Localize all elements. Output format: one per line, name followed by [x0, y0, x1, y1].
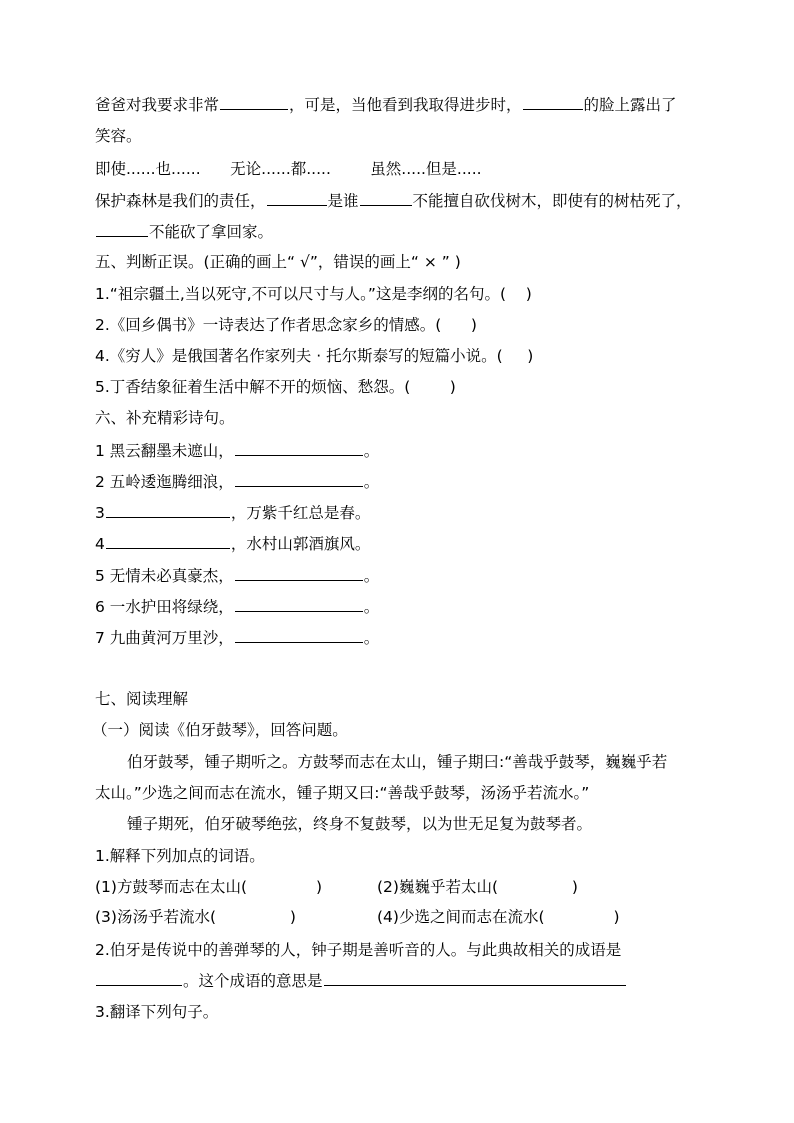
answer-blank[interactable]	[324, 970, 626, 986]
text: 是谁	[327, 192, 359, 210]
answer-blank[interactable]	[235, 627, 363, 643]
reading-subtitle: （一）阅读《伯牙鼓琴》，回答问题。	[92, 721, 348, 739]
answer-blank[interactable]	[523, 94, 583, 110]
section-6-title: 六、补充精彩诗句。	[95, 409, 235, 427]
answer-blank[interactable]	[267, 190, 327, 206]
fill-sentence-2-cont	[95, 221, 273, 241]
section-5-title: 五、判断正误。(正确的画上“ √”，错误的画上“ × ” )	[95, 253, 461, 271]
question-3: 3.翻译下列句子。	[95, 1003, 219, 1021]
answer-blank[interactable]	[235, 565, 363, 581]
answer-blank[interactable]	[106, 502, 230, 518]
passage-line-1: 伯牙鼓琴，锺子期听之。方鼓琴而志在太山，锺子期曰:“善哉乎鼓琴，巍巍乎若	[127, 753, 668, 771]
text: 爸爸对我要求非常	[95, 96, 220, 114]
text: 不能砍了拿回家。	[149, 223, 274, 241]
answer-blank[interactable]	[235, 596, 363, 612]
judge-item-2: 2.《回乡偶书》一诗表达了作者思念家乡的情感。( )	[95, 316, 477, 334]
answer-blank[interactable]	[106, 533, 230, 549]
answer-blank[interactable]	[220, 94, 288, 110]
text: 。	[363, 629, 380, 647]
text: 。	[363, 442, 380, 460]
fill-sentence-2	[95, 190, 692, 210]
text: 。这个成语的意思是	[183, 972, 323, 990]
text: 4	[95, 535, 105, 553]
text: 。	[363, 567, 380, 585]
text: 5 无情未必真豪杰，	[95, 567, 234, 585]
question-1b: (2)巍巍乎若太山( )	[377, 878, 578, 896]
text: 保护森林是我们的责任，	[95, 192, 266, 210]
passage-line-2: 太山。”少选之间而志在流水，锺子期又曰:“善哉乎鼓琴，汤汤乎若流水。”	[95, 784, 590, 802]
text: 不能擅自砍伐树木，即使有的树枯死了，	[412, 192, 692, 210]
poem-item-4	[95, 533, 370, 553]
question-1a: (1)方鼓琴而志在太山( )	[95, 878, 323, 896]
text: 7 九曲黄河万里沙，	[95, 629, 234, 647]
text: 的脸上露出了	[583, 96, 677, 114]
poem-item-1	[95, 440, 379, 460]
text: 。	[363, 473, 380, 491]
text: ，可是，当他看到我取得进步时，	[289, 96, 522, 114]
judge-item-5: 5.丁香结象征着生活中解不开的烦恼、愁怨。( )	[95, 378, 456, 396]
judge-item-1: 1.“祖宗疆土,当以死守,不可以尺寸与人。”这是李纲的名句。( )	[95, 285, 532, 303]
poem-item-7	[95, 627, 379, 647]
answer-blank[interactable]	[235, 440, 363, 456]
conjunction-options: 即使......也...... 无论......都..... 虽然.....但是.....	[95, 160, 482, 178]
fill-sentence-1-cont: 笑容。	[95, 127, 142, 145]
text: 6 一水护田将绿绕，	[95, 598, 234, 616]
question-1d: (4)少选之间而志在流水( )	[377, 908, 620, 926]
section-7-title: 七、阅读理解	[95, 690, 189, 708]
text: 。	[363, 598, 380, 616]
answer-blank[interactable]	[96, 221, 148, 237]
answer-blank[interactable]	[235, 471, 363, 487]
question-2: 2.伯牙是传说中的善弹琴的人，钟子期是善听音的人。与此典故相关的成语是	[95, 941, 622, 959]
answer-blank[interactable]	[96, 970, 182, 986]
question-1c: (3)汤汤乎若流水( )	[95, 908, 296, 926]
poem-item-6	[95, 596, 379, 616]
text: 3	[95, 504, 105, 522]
text: ，万紫千红总是春。	[230, 504, 371, 522]
judge-item-4: 4.《穷人》是俄国著名作家列夫 · 托尔斯泰写的短篇小说。( )	[95, 347, 534, 365]
text: 1 黑云翻墨未遮山，	[95, 442, 234, 460]
question-2-cont	[95, 970, 627, 990]
fill-sentence-1	[95, 94, 677, 114]
poem-item-5	[95, 565, 379, 585]
text: ，水村山郭酒旗风。	[230, 535, 371, 553]
poem-item-2	[95, 471, 379, 491]
passage-line-3: 锺子期死，伯牙破琴绝弦，终身不复鼓琴，以为世无足复为鼓琴者。	[127, 815, 593, 833]
text: 2 五岭逶迤腾细浪，	[95, 473, 234, 491]
poem-item-3	[95, 502, 370, 522]
answer-blank[interactable]	[360, 190, 412, 206]
question-1: 1.解释下列加点的词语。	[95, 847, 265, 865]
